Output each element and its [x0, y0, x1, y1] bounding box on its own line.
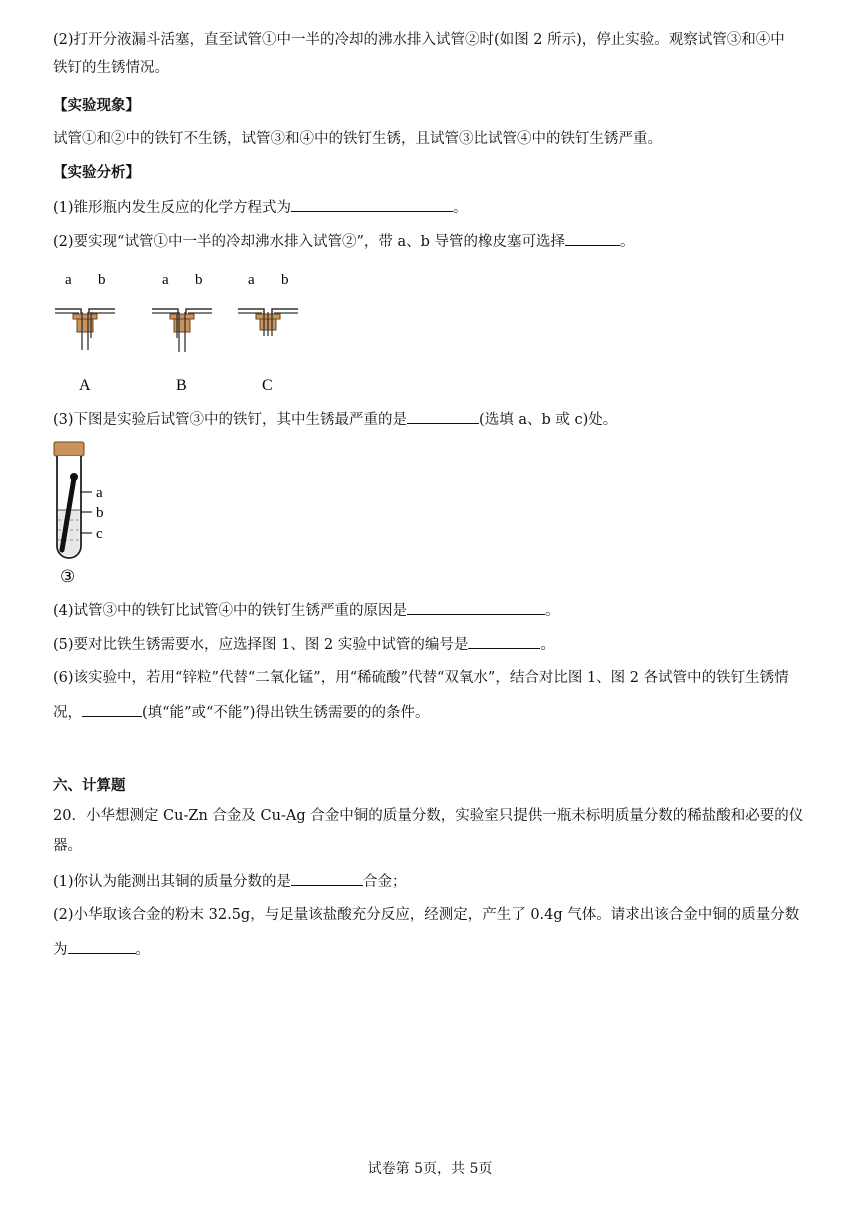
text-line: 铁钉的生锈情况。	[53, 60, 169, 76]
stopper-options-figure	[50, 262, 310, 398]
tube-label-a: a	[65, 272, 72, 288]
tube-label-a: a	[248, 272, 255, 288]
tube-label-b: b	[195, 272, 203, 288]
answer-blank[interactable]	[82, 702, 142, 717]
question-text: 况，	[53, 705, 82, 721]
answer-blank[interactable]	[68, 939, 136, 954]
tube-label-b: b	[98, 272, 106, 288]
question-text: 。	[453, 200, 468, 216]
question-4	[53, 600, 813, 621]
page-footer: 试卷第 5页，共 5页	[367, 1161, 493, 1177]
question-6-line2	[53, 702, 813, 723]
option-label-A: A	[79, 377, 91, 394]
question-text: (4)试管③中的铁钉比试管④中的铁钉生锈严重的原因是	[53, 603, 408, 619]
tube-position-b: b	[96, 505, 104, 521]
question-text: (5)要对比铁生锈需要水，应选择图 1、图 2 实验中试管的编号是	[53, 637, 469, 653]
question-6-line1: (6)该实验中，若用“锌粒”代替“二氧化锰”，用“稀硫酸”代替“双氧水”，结合对比图 1、图 2 各试管中的铁钉生锈情	[53, 670, 789, 686]
stopper-b	[152, 272, 212, 394]
tube-label-a: a	[162, 272, 169, 288]
tube-position-c: c	[96, 526, 103, 542]
answer-blank[interactable]	[468, 634, 540, 649]
question-text: 。	[620, 234, 635, 250]
option-label-B: B	[176, 377, 187, 394]
problem-20-line2: 器。	[53, 838, 82, 854]
tube-label-b: b	[281, 272, 289, 288]
question-text: (填“能”或“不能”)得出铁生锈需要的的条件。	[142, 705, 430, 721]
question-text: (3)下图是实验后试管③中的铁钉，其中生锈最严重的是	[53, 412, 408, 428]
text-line: 试管①和②中的铁钉不生锈，试管③和④中的铁钉生锈，且试管③比试管④中的铁钉生锈严重。	[53, 131, 662, 147]
answer-blank[interactable]	[291, 871, 363, 886]
heading-phenomenon: 【实验现象】	[53, 97, 140, 114]
heading-analysis: 【实验分析】	[53, 164, 140, 181]
problem-20-question-1	[53, 871, 813, 892]
problem-20-question-2-line1: (2)小华取该合金的粉末 32.5g，与足量该盐酸充分反应，经测定，产生了 0.4g 气体。请求出该合金中铜的质量分数	[53, 907, 800, 923]
tube-number: ③	[60, 567, 76, 587]
question-3	[53, 409, 813, 430]
question-text: 合金；	[363, 874, 407, 890]
stopper-a	[55, 272, 115, 394]
question-2	[53, 231, 813, 252]
question-1	[53, 197, 813, 218]
answer-blank[interactable]	[407, 600, 545, 615]
tube-position-a: a	[96, 485, 103, 501]
question-text: 。	[135, 942, 150, 958]
answer-blank[interactable]	[407, 409, 479, 424]
answer-blank[interactable]	[291, 197, 453, 212]
option-label-C: C	[262, 377, 273, 394]
question-text: 。	[540, 637, 555, 653]
text-line: (2)打开分液漏斗活塞，直至试管①中一半的冷却的沸水排入试管②时(如图 2 所示)，停止实验。观察试管③和④中	[53, 32, 785, 48]
problem-20-question-2-line2	[53, 939, 813, 960]
question-text: (1)你认为能测出其铜的质量分数的是	[53, 874, 292, 890]
section-heading: 六、计算题	[53, 777, 126, 794]
answer-blank[interactable]	[565, 231, 620, 246]
question-text: (选填 a、b 或 c)处。	[479, 412, 618, 428]
test-tube-figure	[48, 438, 138, 588]
problem-20-line1: 20．小华想测定 Cu-Zn 合金及 Cu-Ag 合金中铜的质量分数，实验室只提供一瓶未标明质量分数的稀盐酸和必要的仪	[53, 808, 804, 824]
question-text: (1)锥形瓶内发生反应的化学方程式为	[53, 200, 292, 216]
question-text: (2)要实现“试管①中一半的冷却沸水排入试管②”，带 a、b 导管的橡皮塞可选择	[53, 234, 566, 250]
question-text: 为	[53, 942, 68, 958]
question-5	[53, 634, 813, 655]
question-text: 。	[545, 603, 560, 619]
tube-stopper	[54, 442, 84, 456]
stopper-c	[238, 272, 298, 394]
